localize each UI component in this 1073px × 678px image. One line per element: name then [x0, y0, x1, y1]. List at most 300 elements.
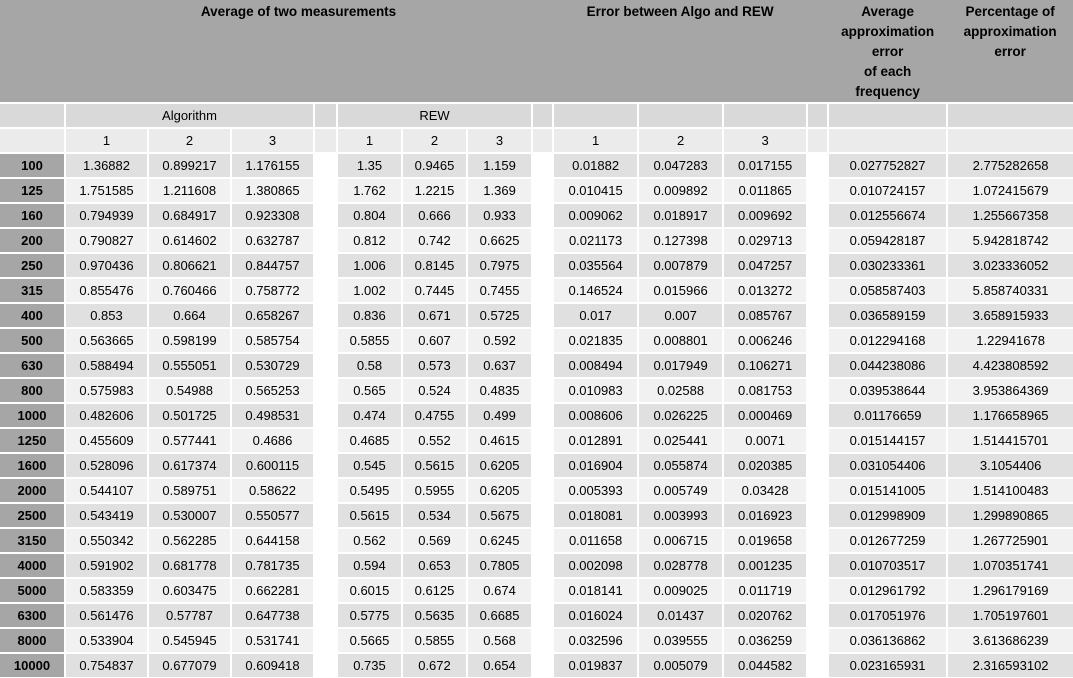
error-value-cell: 0.019658 [723, 528, 807, 553]
error-value-cell: 0.021173 [553, 228, 638, 253]
algorithm-value-cell: 0.550342 [65, 528, 148, 553]
pct-approx-error-cell: 1.255667358 [947, 203, 1073, 228]
algorithm-value-cell: 0.530729 [231, 353, 314, 378]
spacer-cell [807, 253, 828, 278]
spacer-cell [807, 478, 828, 503]
table-row [0, 578, 1073, 603]
algorithm-value-cell: 0.498531 [231, 403, 314, 428]
algorithm-value-cell: 0.899217 [148, 153, 231, 178]
table-row [0, 253, 1073, 278]
header-average-of-two-measurements: Average of two measurements [65, 0, 532, 103]
algorithm-value-cell: 0.758772 [231, 278, 314, 303]
spacer-cell [807, 503, 828, 528]
header-average-approximation-error [828, 0, 947, 103]
rew-value-cell: 0.9465 [402, 153, 467, 178]
error-value-cell: 0.018081 [553, 503, 638, 528]
spacer-cell [807, 103, 828, 128]
algorithm-col-number: 2 [148, 128, 231, 153]
spacer-cell [314, 128, 337, 153]
error-value-cell: 0.02588 [638, 378, 723, 403]
error-value-cell: 0.015966 [638, 278, 723, 303]
frequency-label: 630 [0, 353, 65, 378]
table-row [0, 528, 1073, 553]
rew-value-cell: 0.6685 [467, 603, 532, 628]
table-row [0, 378, 1073, 403]
error-value-cell: 0.146524 [553, 278, 638, 303]
table-row [0, 228, 1073, 253]
algorithm-value-cell: 0.531741 [231, 628, 314, 653]
algorithm-value-cell: 1.380865 [231, 178, 314, 203]
header-line: Average [861, 4, 914, 19]
avg-approx-error-cell: 0.023165931 [828, 653, 947, 677]
frequency-label: 800 [0, 378, 65, 403]
frequency-label: 2000 [0, 478, 65, 503]
rew-value-cell: 0.58 [337, 353, 402, 378]
rew-col-number: 3 [467, 128, 532, 153]
error-value-cell: 0.017155 [723, 153, 807, 178]
rew-value-cell: 1.006 [337, 253, 402, 278]
avg-approx-error-cell: 0.012961792 [828, 578, 947, 603]
spacer-cell [532, 153, 553, 178]
avg-approx-error-cell: 0.027752827 [828, 153, 947, 178]
error-value-cell: 0.002098 [553, 553, 638, 578]
error-value-cell: 0.012891 [553, 428, 638, 453]
algorithm-value-cell: 0.555051 [148, 353, 231, 378]
spacer-cell [807, 128, 828, 153]
error-value-cell: 0.036259 [723, 628, 807, 653]
error-value-cell: 0.01882 [553, 153, 638, 178]
spacer-cell [532, 228, 553, 253]
rew-value-cell: 0.545 [337, 453, 402, 478]
algorithm-value-cell: 0.561476 [65, 603, 148, 628]
spacer-cell [532, 253, 553, 278]
pct-approx-error-cell: 1.705197601 [947, 603, 1073, 628]
rew-value-cell: 0.7455 [467, 278, 532, 303]
spacer-cell [532, 553, 553, 578]
rew-value-cell: 0.6015 [337, 578, 402, 603]
avg-approx-error-cell: 0.012294168 [828, 328, 947, 353]
error-value-cell: 0.016923 [723, 503, 807, 528]
spacer-cell [807, 153, 828, 178]
algorithm-value-cell: 0.563665 [65, 328, 148, 353]
error-col-number: 3 [723, 128, 807, 153]
error-value-cell: 0.010415 [553, 178, 638, 203]
error-value-cell: 0.039555 [638, 628, 723, 653]
header-line: error [994, 44, 1026, 59]
frequency-label: 5000 [0, 578, 65, 603]
rew-value-cell: 0.654 [467, 653, 532, 677]
algorithm-value-cell: 0.562285 [148, 528, 231, 553]
spacer-cell [314, 303, 337, 328]
table-head-section [0, 0, 1073, 153]
table-row [0, 353, 1073, 378]
error-value-cell: 0.016024 [553, 603, 638, 628]
spacer-cell [314, 353, 337, 378]
spacer-cell [532, 103, 553, 128]
spacer-cell [532, 128, 553, 153]
rew-value-cell: 0.4835 [467, 378, 532, 403]
spacer-cell [807, 453, 828, 478]
banner-header-row [0, 0, 1073, 103]
algorithm-value-cell: 0.632787 [231, 228, 314, 253]
rew-value-cell: 1.159 [467, 153, 532, 178]
spacer-cell [532, 578, 553, 603]
error-value-cell: 0.018917 [638, 203, 723, 228]
avg-approx-error-cell: 0.031054406 [828, 453, 947, 478]
header-line: approximation [963, 24, 1057, 39]
header-line: error [871, 44, 904, 59]
error-value-cell: 0.017949 [638, 353, 723, 378]
header-line: of each [863, 64, 912, 79]
algorithm-value-cell: 0.970436 [65, 253, 148, 278]
rew-value-cell: 0.735 [337, 653, 402, 677]
spacer-cell [532, 403, 553, 428]
spacer-cell [314, 253, 337, 278]
rew-value-cell: 0.7445 [402, 278, 467, 303]
pct-approx-error-cell: 4.423808592 [947, 353, 1073, 378]
algorithm-value-cell: 0.609418 [231, 653, 314, 677]
spacer-cell [532, 353, 553, 378]
spacer-cell [532, 203, 553, 228]
algorithm-value-cell: 0.781735 [231, 553, 314, 578]
table-row [0, 628, 1073, 653]
rew-value-cell: 0.8145 [402, 253, 467, 278]
error-value-cell: 0.021835 [553, 328, 638, 353]
spacer-cell [807, 203, 828, 228]
algorithm-value-cell: 0.662281 [231, 578, 314, 603]
spacer-cell [532, 328, 553, 353]
spacer-cell [807, 178, 828, 203]
avg-approx-error-cell: 0.039538644 [828, 378, 947, 403]
algorithm-value-cell: 0.528096 [65, 453, 148, 478]
spacer-cell [314, 228, 337, 253]
pct-approx-error-cell: 1.22941678 [947, 328, 1073, 353]
error-col-number: 2 [638, 128, 723, 153]
error-value-cell: 0.029713 [723, 228, 807, 253]
error-value-cell: 0.000469 [723, 403, 807, 428]
rew-value-cell: 0.5855 [402, 628, 467, 653]
spacer-cell [807, 228, 828, 253]
error-value-cell: 0.026225 [638, 403, 723, 428]
pct-approx-error-cell: 2.775282658 [947, 153, 1073, 178]
rew-value-cell: 0.6205 [467, 453, 532, 478]
error-value-cell: 0.085767 [723, 303, 807, 328]
algorithm-value-cell: 0.754837 [65, 653, 148, 677]
error-value-cell: 0.011719 [723, 578, 807, 603]
rew-value-cell: 0.594 [337, 553, 402, 578]
pct-approx-error-cell: 5.942818742 [947, 228, 1073, 253]
algorithm-value-cell: 0.54988 [148, 378, 231, 403]
table-row [0, 478, 1073, 503]
spacer-cell [314, 553, 337, 578]
table-row [0, 403, 1073, 428]
rew-value-cell: 0.565 [337, 378, 402, 403]
group-header-row [0, 103, 1073, 128]
rew-value-cell: 0.524 [402, 378, 467, 403]
rew-value-cell: 0.5955 [402, 478, 467, 503]
table-row [0, 178, 1073, 203]
rew-value-cell: 0.933 [467, 203, 532, 228]
rew-value-cell: 0.812 [337, 228, 402, 253]
rew-value-cell: 0.4755 [402, 403, 467, 428]
error-value-cell: 0.006246 [723, 328, 807, 353]
spacer-cell [314, 278, 337, 303]
rew-value-cell: 1.002 [337, 278, 402, 303]
pct-approx-error-cell: 1.072415679 [947, 178, 1073, 203]
table-row [0, 503, 1073, 528]
pct-approx-error-cell: 3.613686239 [947, 628, 1073, 653]
algorithm-value-cell: 0.544107 [65, 478, 148, 503]
error-value-cell: 0.009062 [553, 203, 638, 228]
algorithm-value-cell: 0.482606 [65, 403, 148, 428]
algorithm-value-cell: 0.600115 [231, 453, 314, 478]
rew-value-cell: 0.5675 [467, 503, 532, 528]
banner-spacer-cell [807, 0, 828, 103]
pct-approx-error-cell: 5.858740331 [947, 278, 1073, 303]
error-value-cell: 0.011658 [553, 528, 638, 553]
spacer-cell [314, 453, 337, 478]
error-value-cell: 0.047283 [638, 153, 723, 178]
algorithm-value-cell: 1.36882 [65, 153, 148, 178]
algorithm-value-cell: 0.501725 [148, 403, 231, 428]
spacer-cell [532, 653, 553, 677]
table-row [0, 428, 1073, 453]
avg-approx-error-cell: 0.015141005 [828, 478, 947, 503]
empty-header-cell [723, 103, 807, 128]
algorithm-value-cell: 0.855476 [65, 278, 148, 303]
rew-value-cell: 0.6205 [467, 478, 532, 503]
spacer-cell [314, 653, 337, 677]
rew-value-cell: 1.35 [337, 153, 402, 178]
algorithm-value-cell: 0.806621 [148, 253, 231, 278]
spacer-cell [807, 328, 828, 353]
rew-value-cell: 0.569 [402, 528, 467, 553]
algorithm-value-cell: 0.543419 [65, 503, 148, 528]
rew-value-cell: 0.674 [467, 578, 532, 603]
pct-approx-error-cell: 1.296179169 [947, 578, 1073, 603]
error-value-cell: 0.008801 [638, 328, 723, 353]
spacer-cell [807, 578, 828, 603]
spacer-cell [314, 378, 337, 403]
header-line: frequency [855, 84, 920, 99]
frequency-label: 3150 [0, 528, 65, 553]
rew-value-cell: 0.5665 [337, 628, 402, 653]
algorithm-value-cell: 0.681778 [148, 553, 231, 578]
header-line: approximation [841, 24, 935, 39]
error-value-cell: 0.006715 [638, 528, 723, 553]
error-value-cell: 0.011865 [723, 178, 807, 203]
pct-approx-error-cell: 3.658915933 [947, 303, 1073, 328]
rew-value-cell: 0.534 [402, 503, 467, 528]
spacer-cell [532, 378, 553, 403]
avg-approx-error-cell: 0.059428187 [828, 228, 947, 253]
algorithm-value-cell: 0.4686 [231, 428, 314, 453]
pct-approx-error-cell: 1.514100483 [947, 478, 1073, 503]
rew-value-cell: 0.568 [467, 628, 532, 653]
spacer-cell [807, 403, 828, 428]
rew-value-cell: 0.742 [402, 228, 467, 253]
algorithm-value-cell: 0.533904 [65, 628, 148, 653]
error-value-cell: 0.03428 [723, 478, 807, 503]
error-value-cell: 0.0071 [723, 428, 807, 453]
avg-approx-error-cell: 0.012677259 [828, 528, 947, 553]
rew-value-cell: 0.7805 [467, 553, 532, 578]
algorithm-value-cell: 0.644158 [231, 528, 314, 553]
spacer-cell [807, 278, 828, 303]
banner-corner-cell [0, 0, 65, 103]
header-line: Percentage of [965, 4, 1055, 19]
error-value-cell: 0.081753 [723, 378, 807, 403]
rew-value-cell: 0.836 [337, 303, 402, 328]
empty-header-cell [828, 103, 947, 128]
rew-value-cell: 0.552 [402, 428, 467, 453]
spacer-cell [532, 303, 553, 328]
avg-approx-error-cell: 0.01176659 [828, 403, 947, 428]
spacer-cell [532, 528, 553, 553]
table-row [0, 328, 1073, 353]
algorithm-value-cell: 0.58622 [231, 478, 314, 503]
spacer-cell [314, 528, 337, 553]
spacer-cell [532, 503, 553, 528]
algorithm-value-cell: 0.684917 [148, 203, 231, 228]
table-row [0, 553, 1073, 578]
algorithm-value-cell: 0.658267 [231, 303, 314, 328]
error-col-number: 1 [553, 128, 638, 153]
empty-header-cell [947, 103, 1073, 128]
frequency-label: 315 [0, 278, 65, 303]
algorithm-value-cell: 0.677079 [148, 653, 231, 677]
frequency-label: 160 [0, 203, 65, 228]
spacer-cell [807, 428, 828, 453]
error-value-cell: 0.018141 [553, 578, 638, 603]
table-row [0, 603, 1073, 628]
spacer-cell [532, 603, 553, 628]
pct-approx-error-cell: 3.1054406 [947, 453, 1073, 478]
avg-approx-error-cell: 0.010703517 [828, 553, 947, 578]
algorithm-value-cell: 0.853 [65, 303, 148, 328]
error-value-cell: 0.035564 [553, 253, 638, 278]
algorithm-value-cell: 0.794939 [65, 203, 148, 228]
avg-approx-error-cell: 0.044238086 [828, 353, 947, 378]
error-value-cell: 0.106271 [723, 353, 807, 378]
spacer-cell [532, 278, 553, 303]
error-value-cell: 0.047257 [723, 253, 807, 278]
rew-value-cell: 0.499 [467, 403, 532, 428]
error-value-cell: 0.001235 [723, 553, 807, 578]
avg-approx-error-cell: 0.010724157 [828, 178, 947, 203]
algorithm-value-cell: 0.455609 [65, 428, 148, 453]
rew-value-cell: 0.5775 [337, 603, 402, 628]
algorithm-value-cell: 0.583359 [65, 578, 148, 603]
pct-approx-error-cell: 1.176658965 [947, 403, 1073, 428]
error-value-cell: 0.019837 [553, 653, 638, 677]
algorithm-value-cell: 0.598199 [148, 328, 231, 353]
header-percentage-of-approximation-error [947, 0, 1073, 103]
spacer-cell [807, 303, 828, 328]
frequency-label: 200 [0, 228, 65, 253]
empty-header-cell [828, 128, 947, 153]
spacer-cell [314, 503, 337, 528]
algorithm-value-cell: 1.751585 [65, 178, 148, 203]
error-value-cell: 0.013272 [723, 278, 807, 303]
frequency-label: 1600 [0, 453, 65, 478]
error-value-cell: 0.003993 [638, 503, 723, 528]
error-value-cell: 0.020385 [723, 453, 807, 478]
error-value-cell: 0.016904 [553, 453, 638, 478]
rew-value-cell: 0.573 [402, 353, 467, 378]
avg-approx-error-cell: 0.012998909 [828, 503, 947, 528]
frequency-label: 125 [0, 178, 65, 203]
table-body [0, 153, 1073, 677]
rew-value-cell: 0.5725 [467, 303, 532, 328]
spacer-cell [532, 628, 553, 653]
spacer-cell [314, 328, 337, 353]
spacer-cell [314, 153, 337, 178]
frequency-label: 6300 [0, 603, 65, 628]
spacer-cell [807, 628, 828, 653]
algorithm-value-cell: 1.211608 [148, 178, 231, 203]
header-algorithm: Algorithm [65, 103, 314, 128]
algorithm-value-cell: 0.844757 [231, 253, 314, 278]
spacer-cell [532, 428, 553, 453]
algorithm-value-cell: 0.647738 [231, 603, 314, 628]
rew-value-cell: 0.7975 [467, 253, 532, 278]
header-error-between-algo-and-rew: Error between Algo and REW [553, 0, 807, 103]
algorithm-value-cell: 1.176155 [231, 153, 314, 178]
table-row [0, 153, 1073, 178]
spacer-cell [532, 178, 553, 203]
empty-header-cell [947, 128, 1073, 153]
rew-col-number: 2 [402, 128, 467, 153]
rew-value-cell: 0.607 [402, 328, 467, 353]
error-value-cell: 0.020762 [723, 603, 807, 628]
spacer-cell [314, 628, 337, 653]
avg-approx-error-cell: 0.030233361 [828, 253, 947, 278]
table-row [0, 203, 1073, 228]
rew-value-cell: 0.672 [402, 653, 467, 677]
spacer-cell [314, 478, 337, 503]
error-value-cell: 0.005393 [553, 478, 638, 503]
spacer-cell [807, 553, 828, 578]
error-value-cell: 0.007 [638, 303, 723, 328]
frequency-label: 250 [0, 253, 65, 278]
pct-approx-error-cell: 1.299890865 [947, 503, 1073, 528]
error-value-cell: 0.010983 [553, 378, 638, 403]
avg-approx-error-cell: 0.058587403 [828, 278, 947, 303]
rew-value-cell: 0.671 [402, 303, 467, 328]
frequency-label: 100 [0, 153, 65, 178]
frequency-label: 500 [0, 328, 65, 353]
pct-approx-error-cell: 1.267725901 [947, 528, 1073, 553]
spacer-cell [314, 603, 337, 628]
avg-approx-error-cell: 0.012556674 [828, 203, 947, 228]
banner-spacer-cell [532, 0, 553, 103]
error-value-cell: 0.009692 [723, 203, 807, 228]
rew-value-cell: 0.4685 [337, 428, 402, 453]
column-number-row [0, 128, 1073, 153]
row-label-header-cell [0, 128, 65, 153]
rew-value-cell: 0.5495 [337, 478, 402, 503]
frequency-label: 1000 [0, 403, 65, 428]
algorithm-value-cell: 0.57787 [148, 603, 231, 628]
avg-approx-error-cell: 0.017051976 [828, 603, 947, 628]
rew-value-cell: 0.5615 [402, 453, 467, 478]
error-value-cell: 0.055874 [638, 453, 723, 478]
rew-value-cell: 0.474 [337, 403, 402, 428]
algorithm-col-number: 1 [65, 128, 148, 153]
error-value-cell: 0.009892 [638, 178, 723, 203]
pct-approx-error-cell: 2.316593102 [947, 653, 1073, 677]
